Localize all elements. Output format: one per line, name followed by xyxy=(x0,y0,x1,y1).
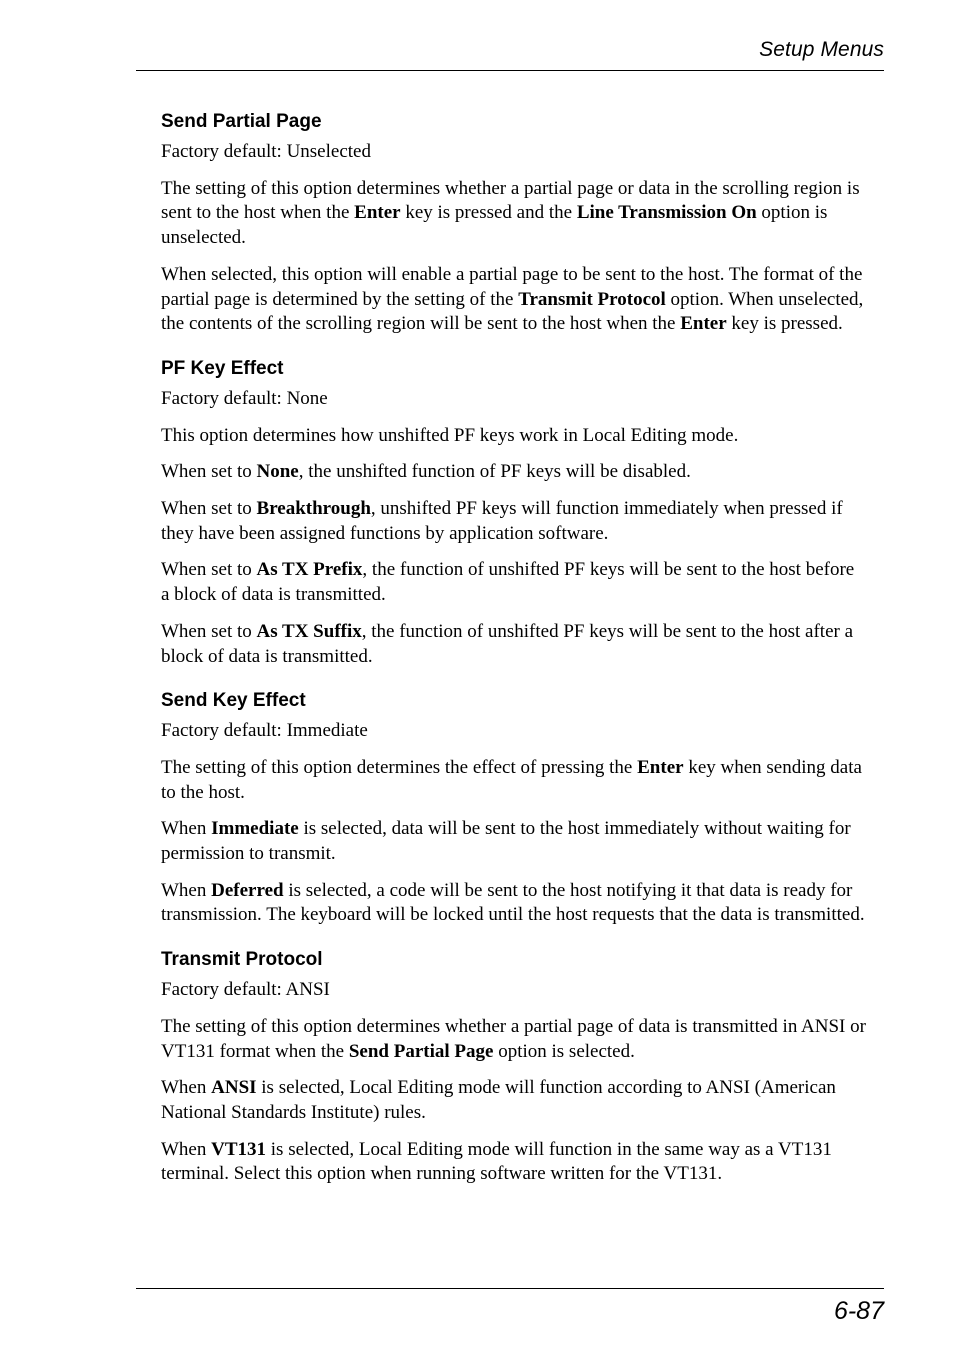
text-run: When xyxy=(161,879,212,901)
text-run: The setting of this option determines the effect of pressing the xyxy=(161,756,638,778)
section xyxy=(161,110,867,337)
paragraph xyxy=(161,756,867,805)
bold-term: Send Partial Page xyxy=(348,1040,494,1062)
text-run: The setting of this option determines whether a partial page of data is transmitted in ANSI or VT131 format when the xyxy=(161,1015,866,1062)
bold-term: VT131 xyxy=(211,1138,267,1160)
text-run: Factory default: ANSI xyxy=(161,979,330,1001)
text-run: , the function of unshifted PF keys will be sent to the host before a block of data is transmitted. xyxy=(161,559,855,606)
paragraph xyxy=(161,620,867,669)
text-run: When xyxy=(161,818,212,840)
bold-term: ANSI xyxy=(211,1077,257,1099)
section xyxy=(161,689,867,928)
section-heading: Send Key Effect xyxy=(161,690,306,712)
bold-term: Line Transmission On xyxy=(576,202,757,224)
paragraph xyxy=(161,879,867,928)
text-run: key is pressed and the xyxy=(400,202,577,224)
text-run: The setting of this option determines whether a partial page or data in the scrolling region is sent to the host when the xyxy=(161,177,860,224)
text-run: is selected, Local Editing mode will function in the same way as a VT131 terminal. Select this option when running software written for the VT131. xyxy=(161,1138,832,1185)
bold-term: Breakthrough xyxy=(256,498,371,520)
section xyxy=(161,948,867,1187)
page-number: 6-87 xyxy=(833,1297,884,1325)
section-heading: Send Partial Page xyxy=(161,111,322,132)
bold-term: Immediate xyxy=(211,818,299,840)
text-run: When set to xyxy=(161,498,257,520)
bold-term: Enter xyxy=(680,313,727,335)
bold-term: None xyxy=(256,461,299,483)
text-run: When xyxy=(161,1077,212,1099)
text-run: is selected, a code will be sent to the host notifying it that data is ready for transmission. The keyboard will be locked until the host requests that the data is transmitted. xyxy=(161,879,865,926)
paragraph xyxy=(161,1076,867,1125)
header-rule xyxy=(136,70,884,71)
paragraph xyxy=(161,497,867,546)
paragraph xyxy=(161,460,867,485)
footer-rule xyxy=(136,1288,884,1289)
bold-term: Enter xyxy=(637,756,684,778)
text-run: This option determines how unshifted PF keys work in Local Editing mode. xyxy=(161,424,739,446)
text-run: option is selected. xyxy=(493,1040,635,1062)
text-run: key is pressed. xyxy=(726,313,843,335)
bold-term: As TX Prefix xyxy=(256,559,363,581)
bold-term: Transmit Protocol xyxy=(518,288,666,310)
text-run: , the function of unshifted PF keys will be sent to the host after a block of data is transmitted. xyxy=(161,620,854,667)
paragraph xyxy=(161,817,867,866)
text-run: is selected, data will be sent to the host immediately without waiting for permission to transmit. xyxy=(161,818,851,865)
paragraph xyxy=(161,424,867,449)
text-run: When set to xyxy=(161,620,257,642)
paragraph xyxy=(161,1015,867,1064)
factory-default-text xyxy=(161,719,867,744)
running-header-title: Setup Menus xyxy=(759,38,884,61)
text-run: option. When unselected, the contents of the scrolling region will be sent to the host when the xyxy=(161,288,864,335)
factory-default-text xyxy=(161,387,867,412)
factory-default-text xyxy=(161,978,867,1003)
text-run: When selected, this option will enable a partial page to be sent to the host. The format of the partial page is determined by the setting of the xyxy=(161,263,863,310)
text-run: key when sending data to the host. xyxy=(161,756,862,803)
paragraph xyxy=(161,1138,867,1187)
paragraph xyxy=(161,263,867,337)
section xyxy=(161,357,867,669)
bold-term: Deferred xyxy=(211,879,284,901)
text-run: Factory default: Unselected xyxy=(161,141,371,162)
text-run: is selected, Local Editing mode will function according to ANSI (American National Standards Institute) rules. xyxy=(161,1077,836,1123)
text-run: When xyxy=(161,1138,212,1160)
text-run: When set to xyxy=(161,559,257,581)
bold-term: As TX Suffix xyxy=(256,620,362,642)
text-run: , unshifted PF keys will function immediately when pressed if they have been assigned functions by application software. xyxy=(161,498,843,544)
paragraph xyxy=(161,558,867,607)
paragraph xyxy=(161,177,867,251)
section-heading: Transmit Protocol xyxy=(161,949,323,971)
text-run: option is unselected. xyxy=(161,202,828,249)
text-run: When set to xyxy=(161,461,257,483)
text-run: , the unshifted function of PF keys will be disabled. xyxy=(298,461,691,483)
section-heading: PF Key Effect xyxy=(161,357,284,379)
bold-term: Enter xyxy=(354,202,401,224)
text-run: Factory default: Immediate xyxy=(161,720,368,742)
factory-default-text xyxy=(161,140,867,165)
text-run: Factory default: None xyxy=(161,387,328,409)
document-body xyxy=(161,110,867,1207)
